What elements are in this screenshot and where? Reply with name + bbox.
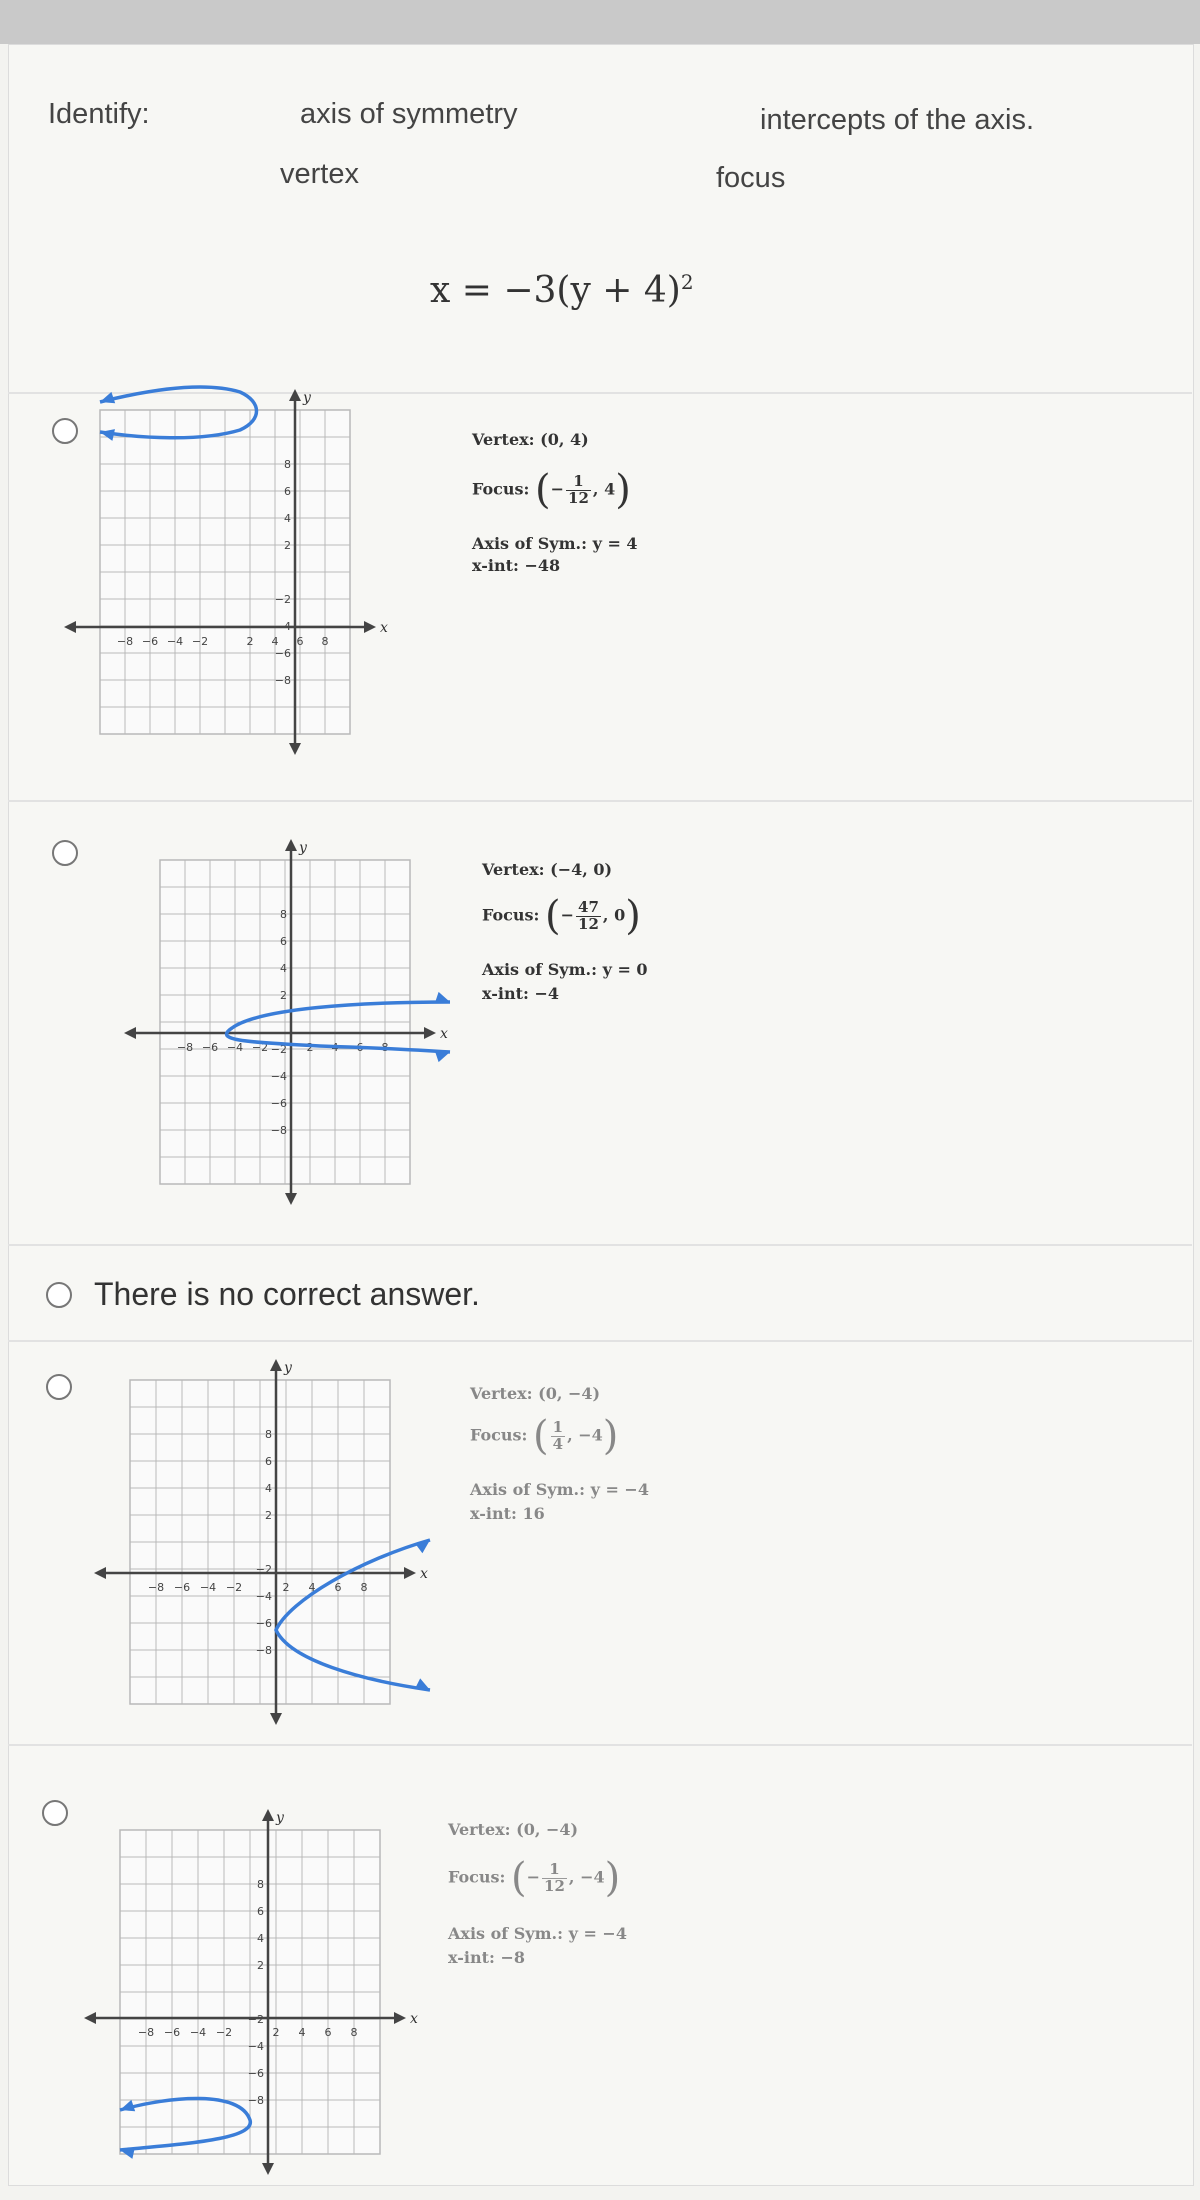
y-tick-label: 2	[265, 1509, 272, 1522]
x-tick-label: 8	[360, 1581, 368, 1594]
xint-value: −48	[524, 556, 561, 575]
xint-label: x-int:	[448, 1948, 495, 1967]
paren-left: (	[535, 467, 551, 513]
y-tick-label: −8	[247, 2094, 264, 2107]
y-tick-label: 6	[257, 1905, 264, 1918]
x-axis-label: x	[440, 1026, 448, 1042]
axis-value: y = 0	[602, 960, 648, 979]
x-tick-label: −6	[173, 1581, 191, 1594]
focus-sign: −	[526, 1867, 541, 1887]
y-tick-label: −4	[270, 1070, 287, 1083]
divider	[8, 1340, 1192, 1342]
x-tick-label: 2	[246, 635, 254, 648]
prompt-vertex: vertex	[280, 158, 359, 190]
x-tick-label: 4	[308, 1581, 316, 1594]
paren-left: (	[533, 1413, 549, 1459]
xint-value: −8	[500, 1948, 526, 1967]
prompt-focus: focus	[716, 162, 786, 194]
paren-left: (	[511, 1855, 527, 1901]
option-5-radio[interactable]	[42, 1800, 68, 1826]
x-tick-label: −4	[166, 635, 184, 648]
focus-fraction	[551, 1417, 565, 1453]
focus-label: Focus:	[482, 905, 540, 925]
focus-fraction	[566, 471, 591, 507]
option-3-radio[interactable]	[46, 1282, 72, 1308]
equation-body: x = −3(y + 4)	[430, 270, 681, 311]
axis-label: Axis of Sym.:	[448, 1924, 563, 1943]
y-tick-label: −8	[255, 1644, 272, 1657]
vertex-value: (−4, 0)	[550, 860, 613, 879]
x-axis-arrow-icon	[364, 621, 376, 633]
y-tick-label: 2	[257, 1959, 264, 1972]
focus-denominator: 12	[544, 1876, 565, 1895]
vertex-label: Vertex:	[482, 860, 545, 879]
x-tick-label: 2	[272, 2026, 280, 2039]
paren-right: )	[604, 1855, 621, 1901]
x-tick-label: −2	[191, 635, 209, 648]
focus-label: Focus:	[472, 479, 530, 499]
focus-fraction	[542, 1859, 567, 1895]
y-tick-label: −2	[247, 2013, 264, 2026]
y-tick-label: −6	[274, 647, 291, 660]
y-tick-label: −2	[274, 593, 291, 606]
y-tick-label: −6	[270, 1097, 287, 1110]
y-tick-label: −4	[255, 1590, 272, 1603]
x-tick-label: 6	[324, 2026, 332, 2039]
focus-fraction	[576, 897, 601, 933]
x-tick-label: −8	[116, 635, 134, 648]
curve-arrow-icon	[415, 1678, 430, 1690]
vertex-value: (0, 4)	[540, 430, 589, 449]
xint-label: x-int:	[482, 984, 529, 1003]
option-2-info: Vertex: (−4, 0) Focus: (− $\frac{47}{12}$ , 0) Axis of Sym.: y = 0 x-int: −4	[482, 860, 648, 1003]
focus-numerator: 1	[542, 1862, 567, 1879]
vertex-value: (0, −4)	[538, 1384, 601, 1403]
vertex-label: Vertex:	[470, 1384, 533, 1403]
x-axis-arrow-icon	[404, 1567, 416, 1579]
x-tick-label: −6	[141, 635, 159, 648]
x-tick-label: 6	[356, 1041, 364, 1054]
y-tick-label: 2	[284, 539, 291, 552]
y-axis-label: y	[303, 390, 311, 406]
x-tick-label: 4	[298, 2026, 306, 2039]
top-bar	[0, 0, 1200, 44]
option-1-radio[interactable]	[52, 418, 78, 444]
y-tick-label: −6	[247, 2067, 264, 2080]
y-axis-arrow-icon	[285, 839, 297, 851]
axis-value: y = −4	[590, 1480, 649, 1499]
x-tick-label: −4	[189, 2026, 207, 2039]
y-axis-arrow-icon	[285, 1193, 297, 1205]
y-axis-label: y	[299, 840, 307, 856]
focus-denominator: 12	[578, 914, 599, 933]
y-axis-label: y	[284, 1360, 292, 1376]
option-4-graph	[100, 1360, 480, 1735]
axis-value: y = 4	[592, 534, 638, 553]
paren-right: )	[625, 893, 641, 939]
x-tick-label: 2	[282, 1581, 290, 1594]
x-axis-label: x	[420, 1566, 428, 1582]
y-tick-label: 8	[284, 458, 291, 471]
option-2-radio[interactable]	[52, 840, 78, 866]
divider	[8, 1744, 1192, 1746]
y-tick-label: −8	[270, 1124, 287, 1137]
identify-label: Identify:	[48, 98, 150, 130]
divider	[8, 800, 1192, 802]
focus-y: 4	[604, 479, 616, 499]
axis-label: Axis of Sym.:	[482, 960, 597, 979]
focus-label: Focus:	[448, 1867, 506, 1887]
y-axis-arrow-icon	[262, 1809, 274, 1821]
curve-arrow-icon	[435, 992, 450, 1003]
y-tick-label: −4	[247, 2040, 264, 2053]
x-axis-arrow-icon	[424, 1027, 436, 1039]
x-axis-label: x	[380, 620, 388, 636]
x-tick-label: 8	[350, 2026, 358, 2039]
y-axis-label: y	[276, 1810, 284, 1826]
option-3-text: There is no correct answer.	[94, 1276, 480, 1312]
curve-arrow-icon	[435, 1051, 450, 1062]
y-tick-label: −4	[274, 620, 291, 633]
option-4-radio[interactable]	[46, 1374, 72, 1400]
xint-label: x-int:	[470, 1504, 517, 1523]
x-tick-label: 6	[334, 1581, 342, 1594]
focus-numerator: 47	[578, 897, 599, 916]
equation-exponent: 2	[680, 270, 694, 294]
y-axis-arrow-icon	[262, 2163, 274, 2175]
option-2-graph	[135, 838, 475, 1208]
xint-label: x-int:	[472, 556, 519, 575]
paren-left: (	[545, 893, 561, 939]
vertex-value: (0, −4)	[516, 1820, 579, 1839]
paren-right: )	[602, 1413, 619, 1459]
x-axis-label: x	[410, 2011, 418, 2027]
x-tick-label: −6	[163, 2026, 181, 2039]
y-tick-label: 4	[265, 1482, 272, 1495]
x-tick-label: 4	[331, 1041, 339, 1054]
x-tick-label: −2	[215, 2026, 233, 2039]
y-tick-label: −8	[274, 674, 291, 687]
x-tick-label: −4	[199, 1581, 217, 1594]
paren-right: )	[615, 467, 631, 513]
y-axis-arrow-icon	[289, 743, 301, 755]
prompt-axis-of-symmetry: axis of symmetry	[300, 98, 518, 130]
x-tick-label: −2	[225, 1581, 243, 1594]
x-tick-label: 6	[296, 635, 304, 648]
vertex-label: Vertex:	[448, 1820, 511, 1839]
vertex-label: Vertex:	[472, 430, 535, 449]
option-5-info: Vertex: (0, −4) Focus: (− $\frac{1}{12}$ , −4) Axis of Sym.: y = −4 x-int: −8	[448, 1820, 627, 1967]
x-tick-label: 2	[306, 1041, 314, 1054]
x-tick-label: −6	[201, 1041, 219, 1054]
y-tick-label: 6	[280, 935, 287, 948]
y-tick-label: 6	[265, 1455, 272, 1468]
y-tick-label: −2	[270, 1043, 287, 1056]
x-tick-label: −8	[147, 1581, 165, 1594]
focus-y: 0	[614, 905, 626, 925]
focus-denominator: 4	[552, 1434, 564, 1453]
y-tick-label: 8	[265, 1428, 272, 1441]
axis-label: Axis of Sym.:	[470, 1480, 585, 1499]
xint-value: 16	[522, 1504, 545, 1523]
focus-y: −4	[580, 1867, 605, 1887]
x-tick-label: 8	[321, 635, 329, 648]
y-tick-label: 4	[257, 1932, 264, 1945]
x-tick-label: −4	[226, 1041, 244, 1054]
prompt-intercepts: intercepts of the axis.	[760, 104, 1035, 136]
option-1-graph	[116, 390, 470, 770]
y-tick-label: 2	[280, 989, 287, 1002]
x-tick-label: −2	[251, 1041, 269, 1054]
x-tick-label: 8	[381, 1041, 389, 1054]
focus-numerator: 1	[552, 1417, 564, 1436]
equation	[430, 270, 694, 311]
focus-y: −4	[578, 1425, 603, 1445]
focus-denominator: 12	[568, 488, 589, 507]
y-tick-label: −2	[255, 1563, 272, 1576]
focus-label: Focus:	[470, 1425, 528, 1445]
option-5-graph	[100, 1800, 460, 2190]
y-tick-label: 4	[284, 512, 291, 525]
focus-sign: −	[560, 905, 575, 925]
x-tick-label: 4	[271, 635, 279, 648]
option-1-info: Vertex: (0, 4) Focus: (− $\frac{1}{12}$ , 4) Axis of Sym.: y = 4 x-int: −48	[472, 430, 638, 575]
divider	[8, 392, 1192, 394]
y-tick-label: 8	[257, 1878, 264, 1891]
x-tick-label: −8	[176, 1041, 194, 1054]
x-tick-label: −8	[137, 2026, 155, 2039]
divider	[8, 1244, 1192, 1246]
x-axis-arrow-icon	[394, 2012, 406, 2024]
y-tick-label: 6	[284, 485, 291, 498]
y-tick-label: −6	[255, 1617, 272, 1630]
option-4-info: Vertex: (0, −4) Focus: ( $\frac{1}{4}$ , −4) Axis of Sym.: y = −4 x-int: 16	[470, 1384, 649, 1523]
focus-numerator: 1	[566, 474, 591, 491]
axis-value: y = −4	[568, 1924, 627, 1943]
focus-sign: −	[550, 479, 565, 499]
axis-label: Axis of Sym.:	[472, 534, 587, 553]
y-tick-label: 4	[280, 962, 287, 975]
xint-value: −4	[534, 984, 560, 1003]
y-tick-label: 8	[280, 908, 287, 921]
y-axis-arrow-icon	[270, 1713, 282, 1725]
